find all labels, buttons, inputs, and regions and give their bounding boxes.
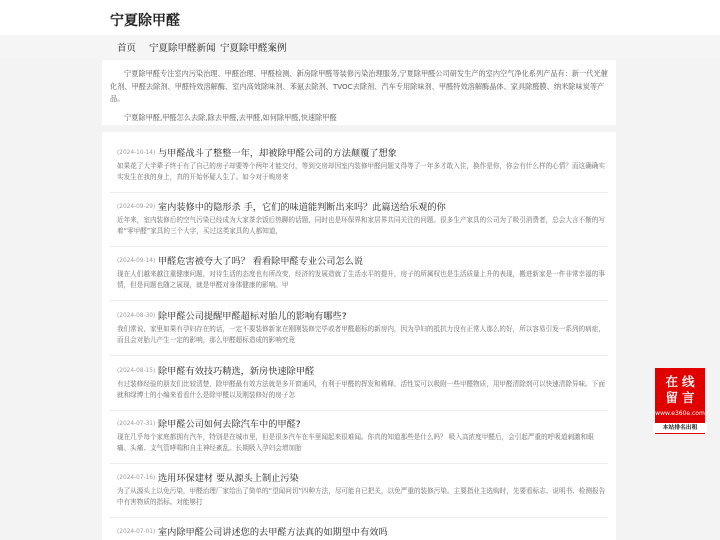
- chat-url: www.e360e.com: [655, 410, 705, 417]
- main-nav: [0, 35, 720, 59]
- header: [0, 0, 720, 35]
- article-date: (2024-09-29): [117, 204, 156, 210]
- article-list: [102, 132, 616, 540]
- article-title[interactable]: 室内装修中的隐形杀 手，它们的味道能判断出来吗？此篇送给乐观的你: [158, 202, 446, 213]
- article-title[interactable]: 除甲醛有效技巧精选，新房快速除甲醛: [158, 366, 315, 377]
- article-summary: 近年来，室内装修后的空气污染已经成为大家茶余饭后热聊的话题，同时也是环保界和家居界共同关注的问题。很多生产家具的公司为了吸引消费者，总会大言不惭的写着“零甲醛”家具的三个大字，买过这类家具的人都知道，: [117, 216, 605, 235]
- article-date: (2024-08-15): [117, 368, 156, 374]
- article-date: (2024-08-30): [117, 313, 156, 319]
- divider: [110, 355, 608, 356]
- nav-item-home[interactable]: 首页: [117, 43, 137, 54]
- site-logo[interactable]: 宁夏除甲醛: [110, 13, 180, 29]
- article-title[interactable]: 室内除甲醛公司讲述您的去甲醛方法真的如期望中有效吗: [158, 527, 388, 538]
- article-summary: 如果花了大半辈子终于有了自己的房子却要等个两年才能交付，等到交房却因室内装修甲醛问题又得等了一年多才敢入住，换作是你，你会有什么样的心情？而这确确实实发生在我的身上，真的开始怀疑人生了。如今对于购房来: [117, 162, 605, 181]
- article-summary: 现在几乎每个家庭都拥有汽车，特别是在城市里，但是很多汽车在车里闻起来很难闻。你真的知道那些是什么吗？ 吸入高浓度甲醛后，会引起严重的呼吸道刺激和眼痛、头痛、支气管哮喘和自主神经紊乱。长期吸入孕妇会增加胎: [117, 433, 594, 452]
- article-title[interactable]: 甲醛危害被夸大了吗？ 看看除甲醛专业公司怎么说: [158, 256, 364, 267]
- intro-box: [102, 60, 616, 125]
- divider: [110, 246, 608, 247]
- nav-item-news[interactable]: 宁夏除甲醛新闻: [149, 43, 216, 54]
- ad-rent-label[interactable]: 本站排名出租: [653, 423, 707, 433]
- article-title[interactable]: 除甲醛公司提醒甲醛超标对胎儿的影响有哪些?: [158, 311, 347, 322]
- article-title[interactable]: 除甲醛公司如何去除汽车中的甲醛?: [158, 419, 301, 430]
- article-title[interactable]: 选用环保建材 要从源头上制止污染: [158, 473, 299, 484]
- intro-keywords: 宁夏除甲醛,甲醛怎么去除,除去甲醛,去甲醛,如何除甲醛,快速除甲醛: [124, 112, 337, 122]
- chat-line-1: 在线: [665, 374, 699, 389]
- article-summary: 有过装修经验的朋友们比较清楚，除甲醛最有效方法就是多开窗通风，有利于甲醛的挥发和稀释，活性炭可以吸附一些甲醛物质，用甲醛清除剂可以快速清除异味。下面就和绿博士的小编来看看什么是除甲醛以及刚装修好的房子怎: [117, 380, 605, 399]
- divider: [110, 300, 608, 301]
- article-date: (2024-07-31): [117, 421, 156, 427]
- article-date: (2024-10-14): [117, 150, 156, 156]
- article-summary: 为了从源头上以免污染，甲醛治理厂家给出了简单的“望闻问切”四种方法，尽可能自已把关，以免严重的装修污染。主要指业主选购时，先要看标志、说明书、检测报告中有害物质的指标。对能够打: [117, 487, 606, 506]
- intro-paragraph: 宁夏除甲醛专注室内污染治理、甲醛治理、甲醛检测、新房除甲醛等装修污染治理服务,宁夏除甲醛公司研发生产的室内空气净化系列产品有：新一代光催化剂、甲醛去除剂、甲醛特效溶解酶、室内高效除味剂、苯氨去除剂、TVOC去除剂、汽车专用除味剂、甲醛特效溶解酶晶体、家具除醛膜、纳米除味炭等产品。: [110, 69, 608, 103]
- divider: [110, 463, 608, 464]
- article-date: (2024-07-16): [117, 475, 156, 481]
- article-summary: 现在人们越来越注重健康问题，对待生活的态度也有所改变，经济的发展造就了生活水平的提升，房子的所属权也是生活质量上升的表现，搬进新家是一件非常幸福的事情，但是问题也随之展现，就是甲醛对身体健康的影响。甲: [117, 270, 605, 289]
- divider: [110, 192, 608, 193]
- divider: [110, 410, 608, 411]
- nav-item-cases[interactable]: 宁夏除甲醛案例: [220, 43, 287, 54]
- chat-line-2: 留言: [665, 390, 699, 405]
- article-title[interactable]: 与甲醛战斗了整整一年，却被除甲醛公司的方法颠覆了想象: [158, 148, 397, 159]
- divider: [110, 517, 608, 518]
- article-date: (2024-09-14): [117, 258, 156, 264]
- article-date: (2024-07-01): [117, 529, 156, 535]
- article-summary: 我们常说，家里如果有孕妇存在的话，一定不要装修新家在刚刚装修完毕或者甲醛超标的新房内，因为孕妇的抵抗力没有正常人那么的好，所以容易引发一系列的病症，而且会对胎儿产生一定的影响，那么甲醛超标造成的影响究竟: [117, 325, 605, 344]
